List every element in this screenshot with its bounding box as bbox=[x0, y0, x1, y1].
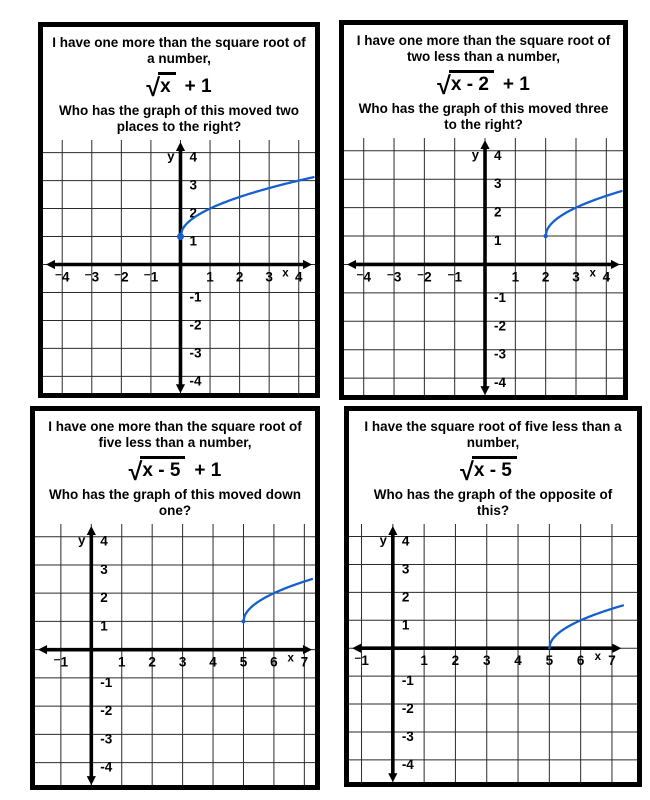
svg-text:7: 7 bbox=[608, 653, 616, 669]
svg-text:2: 2 bbox=[148, 654, 156, 670]
svg-text:-3: -3 bbox=[401, 728, 414, 744]
svg-text:2: 2 bbox=[100, 590, 108, 606]
svg-text:1: 1 bbox=[420, 653, 428, 669]
svg-text:⁻1: ⁻1 bbox=[447, 269, 463, 285]
svg-text:4: 4 bbox=[100, 533, 108, 549]
svg-text:2: 2 bbox=[235, 269, 244, 285]
svg-text:3: 3 bbox=[482, 653, 491, 669]
svg-text:-3: -3 bbox=[100, 731, 113, 747]
svg-text:y: y bbox=[78, 532, 86, 548]
function-graph bbox=[349, 524, 637, 785]
card-question: Who has the graph of the opposite of this? bbox=[373, 486, 613, 518]
svg-text:-1: -1 bbox=[100, 674, 113, 690]
svg-text:y: y bbox=[379, 532, 387, 548]
svg-text:⁻4: ⁻4 bbox=[356, 269, 372, 285]
card-text-block bbox=[43, 27, 315, 140]
card-question: Who has the graph of this moved three to the right? bbox=[358, 100, 609, 132]
svg-text:-2: -2 bbox=[100, 703, 113, 719]
svg-text:4: 4 bbox=[514, 653, 522, 669]
svg-text:2: 2 bbox=[451, 653, 460, 669]
svg-text:3: 3 bbox=[494, 176, 502, 192]
sqrt-radical-icon: √ bbox=[437, 72, 451, 100]
svg-text:-4: -4 bbox=[494, 375, 507, 391]
formula-suffix: + 1 bbox=[184, 76, 212, 97]
svg-text:x: x bbox=[589, 267, 596, 280]
svg-text:-2: -2 bbox=[494, 318, 507, 334]
card-intro: I have the square root of five less than a number, bbox=[364, 418, 622, 450]
card-intro: I have one more than the square root of five less than a number, bbox=[48, 418, 302, 450]
svg-text:⁻1: ⁻1 bbox=[53, 654, 69, 670]
formula-suffix: + 1 bbox=[194, 460, 222, 481]
svg-text:1: 1 bbox=[189, 233, 197, 249]
svg-text:x: x bbox=[282, 267, 289, 280]
sqrt-radical-icon: √ bbox=[460, 458, 474, 486]
svg-text:⁻3: ⁻3 bbox=[84, 269, 100, 285]
svg-text:1: 1 bbox=[511, 269, 520, 285]
svg-text:y: y bbox=[471, 146, 480, 162]
formula-radicand: x - 5 bbox=[140, 456, 185, 482]
svg-text:-4: -4 bbox=[100, 759, 113, 775]
svg-text:1: 1 bbox=[100, 618, 108, 634]
svg-text:1: 1 bbox=[206, 269, 214, 285]
function-graph bbox=[43, 140, 315, 396]
formula-radicand: x - 2 bbox=[449, 70, 494, 96]
svg-text:-4: -4 bbox=[401, 756, 414, 772]
svg-text:3: 3 bbox=[100, 561, 108, 577]
svg-text:2: 2 bbox=[494, 204, 502, 220]
svg-text:-3: -3 bbox=[494, 346, 507, 362]
svg-text:y: y bbox=[167, 148, 175, 164]
svg-text:5: 5 bbox=[545, 653, 554, 669]
svg-text:-2: -2 bbox=[189, 317, 202, 333]
svg-text:4: 4 bbox=[189, 149, 197, 165]
flashcard-sqrt-x-minus-5 bbox=[344, 406, 642, 787]
card-text-block bbox=[344, 25, 623, 138]
svg-text:5: 5 bbox=[239, 654, 248, 670]
svg-text:-2: -2 bbox=[401, 701, 414, 717]
svg-text:4: 4 bbox=[401, 533, 410, 549]
sqrt-radical-icon: √ bbox=[146, 74, 161, 102]
card-formula bbox=[128, 456, 222, 486]
card-formula bbox=[460, 456, 526, 486]
card-text-block bbox=[35, 411, 315, 524]
svg-text:6: 6 bbox=[270, 654, 278, 670]
formula-suffix: + 1 bbox=[502, 74, 530, 95]
svg-text:⁻4: ⁻4 bbox=[54, 269, 70, 285]
flashcard-sqrt-x-plus-1 bbox=[38, 22, 320, 398]
formula-radicand: x - 5 bbox=[472, 456, 517, 482]
flashcard-sqrt-x-minus-2-plus-1 bbox=[339, 20, 628, 400]
card-question: Who has the graph of this moved down one? bbox=[49, 486, 301, 518]
svg-text:3: 3 bbox=[178, 654, 187, 670]
svg-text:⁻1: ⁻1 bbox=[143, 269, 159, 285]
svg-text:1: 1 bbox=[401, 617, 410, 633]
card-formula bbox=[437, 70, 530, 100]
svg-text:6: 6 bbox=[576, 653, 585, 669]
formula-radicand: x bbox=[158, 72, 176, 98]
svg-text:2: 2 bbox=[541, 269, 550, 285]
svg-text:x: x bbox=[287, 652, 294, 665]
svg-text:2: 2 bbox=[401, 589, 410, 605]
card-intro: I have one more than the square root of a number, bbox=[52, 34, 306, 66]
svg-text:3: 3 bbox=[401, 561, 410, 577]
svg-text:⁻3: ⁻3 bbox=[386, 269, 402, 285]
svg-text:7: 7 bbox=[300, 654, 309, 670]
svg-text:4: 4 bbox=[494, 147, 502, 163]
svg-text:-3: -3 bbox=[189, 345, 202, 361]
card-formula bbox=[146, 72, 212, 102]
svg-text:⁻1: ⁻1 bbox=[354, 653, 369, 669]
svg-text:x: x bbox=[594, 651, 602, 664]
svg-text:-1: -1 bbox=[494, 289, 507, 305]
svg-text:-1: -1 bbox=[189, 289, 202, 305]
svg-text:3: 3 bbox=[189, 177, 197, 193]
svg-text:3: 3 bbox=[572, 269, 580, 285]
svg-text:⁻2: ⁻2 bbox=[114, 269, 129, 285]
svg-text:⁻2: ⁻2 bbox=[417, 269, 432, 285]
svg-text:1: 1 bbox=[494, 233, 502, 249]
svg-text:3: 3 bbox=[265, 269, 273, 285]
svg-text:4: 4 bbox=[602, 269, 611, 285]
svg-text:4: 4 bbox=[209, 654, 217, 670]
card-text-block bbox=[349, 411, 637, 524]
sqrt-radical-icon: √ bbox=[128, 458, 143, 486]
card-intro: I have one more than the square root of two less than a number, bbox=[356, 32, 611, 64]
svg-text:1: 1 bbox=[117, 654, 126, 670]
function-graph bbox=[35, 524, 315, 788]
svg-text:2: 2 bbox=[189, 205, 197, 221]
function-graph bbox=[344, 138, 623, 398]
flashcard-sqrt-x-minus-5-plus-1 bbox=[30, 406, 320, 790]
svg-text:-1: -1 bbox=[401, 673, 414, 689]
svg-text:4: 4 bbox=[294, 269, 303, 285]
svg-text:-4: -4 bbox=[189, 373, 202, 389]
card-question: Who has the graph of this moved two places to the right? bbox=[58, 102, 299, 134]
